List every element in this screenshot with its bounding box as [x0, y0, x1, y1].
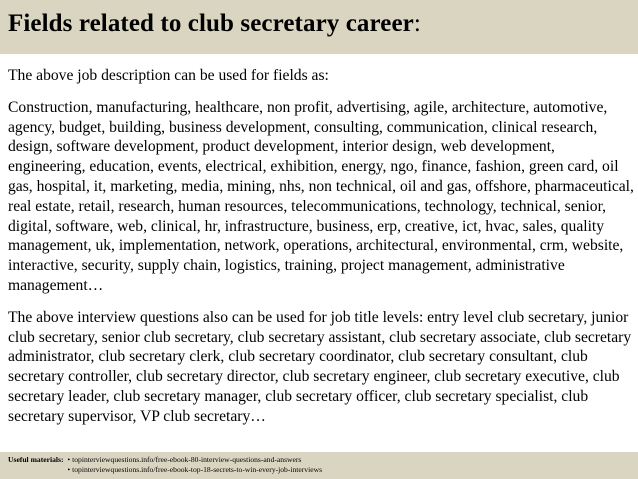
footer-link-row	[67, 465, 322, 475]
bullet-icon: •	[67, 465, 71, 474]
footer-link-ebook-80[interactable]: topinterviewquestions.info/free-ebook-80-interview-questions-and-answers	[72, 455, 302, 464]
slide-title-text: Fields related to club secretary career	[8, 10, 414, 37]
levels-paragraph: The above interview questions also can be used for job title levels: entry level club secretary, junior club secretary, senior club secretary, club secretary assistant, club secretary associate, club secretary administrator, club secretary clerk, club secretary coordinator, club secretary consultant, club secretary controller, club secretary director, club secretary engineer, club secretary executive, club secretary leader, club secretary manager, club secretary officer, club secretary specialist, club secretary supervisor, VP club secretary…	[8, 308, 632, 425]
bullet-icon: •	[67, 455, 71, 464]
footer	[8, 455, 322, 475]
footer-label-text: Useful materials	[8, 455, 61, 464]
footer-link-row	[67, 455, 322, 465]
footer-label	[8, 455, 63, 475]
footer-label-separator: :	[60, 455, 64, 464]
fields-paragraph: Construction, manufacturing, healthcare, non profit, advertising, agile, architecture, automotive, agency, budget, building, business development, consulting, communication, clinical research, design, software development, product development, interior design, web development, engineering, education, events, electrical, exhibition, energy, ngo, finance, fashion, green card, oil gas, hospital, it, marketing, media, mining, nhs, non technical, oil and gas, offshore, pharmaceutical, real estate, retail, research, human resources, telecommunications, technology, technical, senior, digital, software, web, clinical, hr, infrastructure, business, erp, creative, ict, hvac, sales, quality management, uk, implementation, network, operations, architectural, environmental, crm, website, interactive, security, supply chain, logistics, training, project management, administrative management…	[8, 98, 634, 294]
footer-links	[67, 455, 322, 475]
slide-title-colon: :	[413, 10, 421, 37]
intro-text: The above job description can be used for fields as:	[8, 67, 329, 84]
slide-content	[8, 66, 634, 439]
slide-title	[8, 10, 421, 38]
footer-link-ebook-18[interactable]: topinterviewquestions.info/free-ebook-top-18-secrets-to-win-every-job-interviews	[72, 465, 323, 474]
